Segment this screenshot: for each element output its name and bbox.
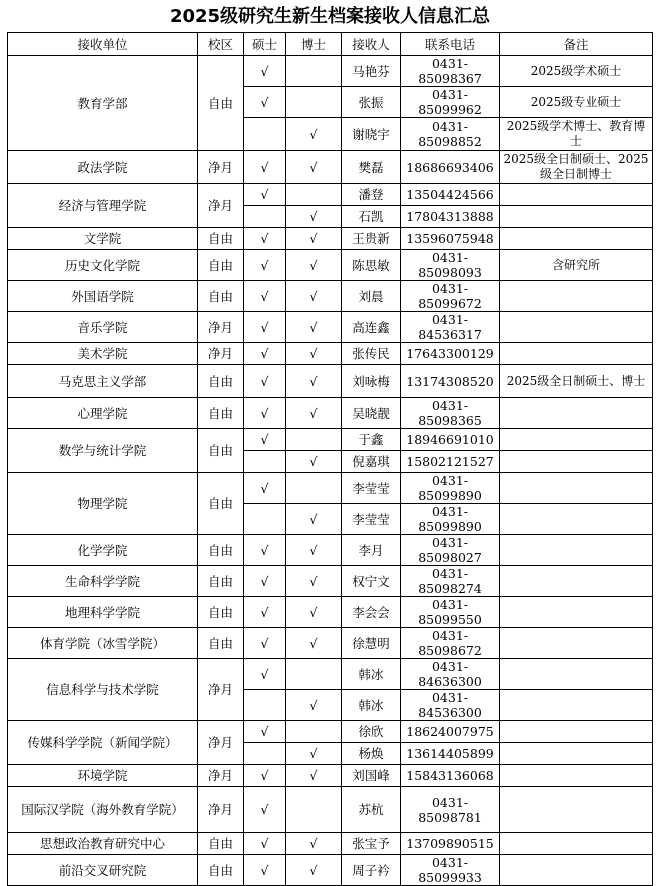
phone-cell: 18686693406: [401, 151, 500, 184]
phone-cell: 13596075948: [401, 228, 500, 250]
doctor-check: √: [286, 743, 342, 765]
phone-cell: 0431-85098093: [401, 250, 500, 281]
master-check: √: [244, 721, 286, 743]
table-row: [8, 429, 653, 451]
doctor-check: [286, 184, 342, 206]
phone-cell: 13614405899: [401, 743, 500, 765]
receiver-cell: 张传民: [342, 343, 401, 365]
master-check: √: [244, 566, 286, 597]
receiver-cell: 高连鑫: [342, 312, 401, 343]
receiver-cell: 刘咏梅: [342, 365, 401, 398]
table-row: [8, 365, 653, 398]
receiver-cell: 张宝予: [342, 833, 401, 855]
master-check: [244, 451, 286, 473]
unit-cell: 传媒科学学院（新闻学院）: [8, 721, 198, 765]
unit-cell: 外国语学院: [8, 281, 198, 312]
phone-cell: 0431-85099890: [401, 473, 500, 504]
note-cell: [500, 206, 653, 228]
note-cell: [500, 312, 653, 343]
table-row: [8, 281, 653, 312]
campus-cell: 净月: [198, 765, 244, 787]
phone-cell: 0431-84536300: [401, 690, 500, 721]
note-cell: [500, 184, 653, 206]
note-cell: [500, 504, 653, 535]
phone-cell: 15843136068: [401, 765, 500, 787]
unit-cell: 历史文化学院: [8, 250, 198, 281]
table-row: [8, 343, 653, 365]
table-row: [8, 535, 653, 566]
note-cell: [500, 451, 653, 473]
unit-cell: 心理学院: [8, 398, 198, 429]
note-cell: 2025级专业硕士: [500, 87, 653, 118]
campus-cell: 净月: [198, 343, 244, 365]
receiver-cell: 潘登: [342, 184, 401, 206]
doctor-check: [286, 87, 342, 118]
master-check: √: [244, 787, 286, 833]
master-check: √: [244, 765, 286, 787]
receiver-cell: 韩冰: [342, 690, 401, 721]
table-row: [8, 473, 653, 504]
note-cell: [500, 765, 653, 787]
phone-cell: 13709890515: [401, 833, 500, 855]
table-row: [8, 765, 653, 787]
campus-cell: 净月: [198, 312, 244, 343]
campus-cell: 自由: [198, 473, 244, 535]
unit-cell: 环境学院: [8, 765, 198, 787]
phone-cell: 0431-85098781: [401, 787, 500, 833]
doctor-check: √: [286, 151, 342, 184]
receiver-cell: 王贵新: [342, 228, 401, 250]
doctor-check: √: [286, 250, 342, 281]
phone-cell: 0431-85098672: [401, 628, 500, 659]
unit-cell: 地理科学学院: [8, 597, 198, 628]
master-check: √: [244, 535, 286, 566]
doctor-check: √: [286, 398, 342, 429]
master-check: √: [244, 473, 286, 504]
table-row: [8, 566, 653, 597]
note-cell: [500, 597, 653, 628]
unit-cell: 音乐学院: [8, 312, 198, 343]
master-check: √: [244, 659, 286, 690]
header-receiver: 接收人: [342, 33, 401, 56]
phone-cell: 13504424566: [401, 184, 500, 206]
receiver-cell: 李莹莹: [342, 504, 401, 535]
receiver-cell: 石凯: [342, 206, 401, 228]
unit-cell: 美术学院: [8, 343, 198, 365]
receiver-cell: 张振: [342, 87, 401, 118]
header-campus: 校区: [198, 33, 244, 56]
campus-cell: 自由: [198, 398, 244, 429]
header-unit: 接收单位: [8, 33, 198, 56]
unit-cell: 前沿交叉研究院: [8, 855, 198, 886]
unit-cell: 体育学院（冰雪学院）: [8, 628, 198, 659]
receiver-cell: 权宁文: [342, 566, 401, 597]
note-cell: [500, 343, 653, 365]
master-check: √: [244, 429, 286, 451]
phone-cell: 13174308520: [401, 365, 500, 398]
table-row: [8, 56, 653, 87]
phone-cell: 18624007975: [401, 721, 500, 743]
master-check: √: [244, 628, 286, 659]
receiver-cell: 倪嘉琪: [342, 451, 401, 473]
doctor-check: [286, 721, 342, 743]
campus-cell: 自由: [198, 56, 244, 151]
note-cell: [500, 833, 653, 855]
master-check: √: [244, 312, 286, 343]
phone-cell: 0431-85099672: [401, 281, 500, 312]
doctor-check: √: [286, 228, 342, 250]
receiver-cell: 韩冰: [342, 659, 401, 690]
doctor-check: √: [286, 281, 342, 312]
unit-cell: 经济与管理学院: [8, 184, 198, 228]
doctor-check: √: [286, 628, 342, 659]
table-row: [8, 787, 653, 833]
note-cell: 含研究所: [500, 250, 653, 281]
header-phone: 联系电话: [401, 33, 500, 56]
receiver-cell: 刘国峰: [342, 765, 401, 787]
doctor-check: √: [286, 690, 342, 721]
doctor-check: √: [286, 566, 342, 597]
receiver-cell: 周子衿: [342, 855, 401, 886]
phone-cell: 0431-85098365: [401, 398, 500, 429]
note-cell: [500, 787, 653, 833]
receiver-cell: 吴晓靓: [342, 398, 401, 429]
page-title: 2025级研究生新生档案接收人信息汇总: [169, 6, 491, 27]
doctor-check: √: [286, 365, 342, 398]
phone-cell: 0431-84536317: [401, 312, 500, 343]
phone-cell: 0431-85099550: [401, 597, 500, 628]
note-cell: [500, 743, 653, 765]
doctor-check: √: [286, 855, 342, 886]
note-cell: [500, 535, 653, 566]
table-row: [8, 312, 653, 343]
unit-cell: 物理学院: [8, 473, 198, 535]
header-row: [8, 33, 653, 56]
table-row: [8, 250, 653, 281]
campus-cell: 自由: [198, 535, 244, 566]
header-master: 硕士: [244, 33, 286, 56]
doctor-check: √: [286, 312, 342, 343]
phone-cell: 17643300129: [401, 343, 500, 365]
doctor-check: √: [286, 343, 342, 365]
header-note: 备注: [500, 33, 653, 56]
receiver-cell: 谢晓宇: [342, 118, 401, 151]
unit-cell: 化学学院: [8, 535, 198, 566]
campus-cell: 自由: [198, 855, 244, 886]
campus-cell: 自由: [198, 628, 244, 659]
table-row: [8, 628, 653, 659]
receiver-cell: 陈思敏: [342, 250, 401, 281]
note-cell: [500, 473, 653, 504]
unit-cell: 政法学院: [8, 151, 198, 184]
master-check: √: [244, 855, 286, 886]
note-cell: [500, 855, 653, 886]
campus-cell: 自由: [198, 250, 244, 281]
doctor-check: √: [286, 597, 342, 628]
table-row: [8, 855, 653, 886]
campus-cell: 自由: [198, 228, 244, 250]
unit-cell: 马克思主义学部: [8, 365, 198, 398]
master-check: [244, 504, 286, 535]
campus-cell: 净月: [198, 787, 244, 833]
phone-cell: 15802121527: [401, 451, 500, 473]
master-check: √: [244, 281, 286, 312]
campus-cell: 自由: [198, 833, 244, 855]
master-check: [244, 743, 286, 765]
doctor-check: [286, 429, 342, 451]
doctor-check: √: [286, 504, 342, 535]
receiver-cell: 马艳芬: [342, 56, 401, 87]
note-cell: [500, 628, 653, 659]
phone-cell: 17804313888: [401, 206, 500, 228]
master-check: [244, 118, 286, 151]
campus-cell: 净月: [198, 184, 244, 228]
note-cell: 2025级学术博士、教育博士: [500, 118, 653, 151]
unit-cell: 数学与统计学院: [8, 429, 198, 473]
master-check: [244, 206, 286, 228]
master-check: √: [244, 87, 286, 118]
table-row: [8, 833, 653, 855]
receiver-cell: 于鑫: [342, 429, 401, 451]
unit-cell: 文学院: [8, 228, 198, 250]
doctor-check: [286, 56, 342, 87]
doctor-check: √: [286, 535, 342, 566]
campus-cell: 自由: [198, 429, 244, 473]
campus-cell: 自由: [198, 597, 244, 628]
campus-cell: 自由: [198, 566, 244, 597]
phone-cell: 18946691010: [401, 429, 500, 451]
master-check: √: [244, 228, 286, 250]
phone-cell: 0431-85099933: [401, 855, 500, 886]
note-cell: [500, 228, 653, 250]
note-cell: [500, 690, 653, 721]
receiver-cell: 李莹莹: [342, 473, 401, 504]
receiver-cell: 徐欣: [342, 721, 401, 743]
master-check: √: [244, 151, 286, 184]
unit-cell: 教育学部: [8, 56, 198, 151]
doctor-check: √: [286, 451, 342, 473]
table-row: [8, 659, 653, 690]
phone-cell: 0431-85099962: [401, 87, 500, 118]
table-row: [8, 184, 653, 206]
note-cell: 2025级学术硕士: [500, 56, 653, 87]
doctor-check: [286, 659, 342, 690]
unit-cell: 信息科学与技术学院: [8, 659, 198, 721]
phone-cell: 0431-85098852: [401, 118, 500, 151]
note-cell: [500, 566, 653, 597]
table-row: [8, 228, 653, 250]
receiver-cell: 苏杭: [342, 787, 401, 833]
doctor-check: [286, 473, 342, 504]
doctor-check: √: [286, 118, 342, 151]
doctor-check: [286, 787, 342, 833]
table-row: [8, 597, 653, 628]
receiver-cell: 杨焕: [342, 743, 401, 765]
campus-cell: 净月: [198, 659, 244, 721]
campus-cell: 净月: [198, 151, 244, 184]
note-cell: [500, 398, 653, 429]
phone-cell: 0431-85098274: [401, 566, 500, 597]
doctor-check: √: [286, 206, 342, 228]
master-check: √: [244, 56, 286, 87]
campus-cell: 自由: [198, 365, 244, 398]
master-check: √: [244, 365, 286, 398]
note-cell: [500, 721, 653, 743]
master-check: √: [244, 250, 286, 281]
receiver-cell: 樊磊: [342, 151, 401, 184]
receiver-cell: 徐慧明: [342, 628, 401, 659]
doctor-check: √: [286, 765, 342, 787]
campus-cell: 自由: [198, 281, 244, 312]
master-check: [244, 690, 286, 721]
receiver-table: [7, 32, 653, 886]
note-cell: 2025级全日制硕士、博士: [500, 365, 653, 398]
phone-cell: 0431-84636300: [401, 659, 500, 690]
receiver-cell: 李月: [342, 535, 401, 566]
table-row: [8, 398, 653, 429]
master-check: √: [244, 343, 286, 365]
note-cell: [500, 281, 653, 312]
receiver-cell: 李会会: [342, 597, 401, 628]
master-check: √: [244, 398, 286, 429]
phone-cell: 0431-85098367: [401, 56, 500, 87]
unit-cell: 思想政治教育研究中心: [8, 833, 198, 855]
master-check: √: [244, 833, 286, 855]
phone-cell: 0431-85098027: [401, 535, 500, 566]
note-cell: [500, 429, 653, 451]
master-check: √: [244, 597, 286, 628]
table-row: [8, 721, 653, 743]
campus-cell: 净月: [198, 721, 244, 765]
note-cell: 2025级全日制硕士、2025级全日制博士: [500, 151, 653, 184]
unit-cell: 国际汉学院（海外教育学院）: [8, 787, 198, 833]
master-check: √: [244, 184, 286, 206]
unit-cell: 生命科学学院: [8, 566, 198, 597]
receiver-cell: 刘晨: [342, 281, 401, 312]
table-row: [8, 151, 653, 184]
header-doctor: 博士: [286, 33, 342, 56]
note-cell: [500, 659, 653, 690]
phone-cell: 0431-85099890: [401, 504, 500, 535]
doctor-check: √: [286, 833, 342, 855]
